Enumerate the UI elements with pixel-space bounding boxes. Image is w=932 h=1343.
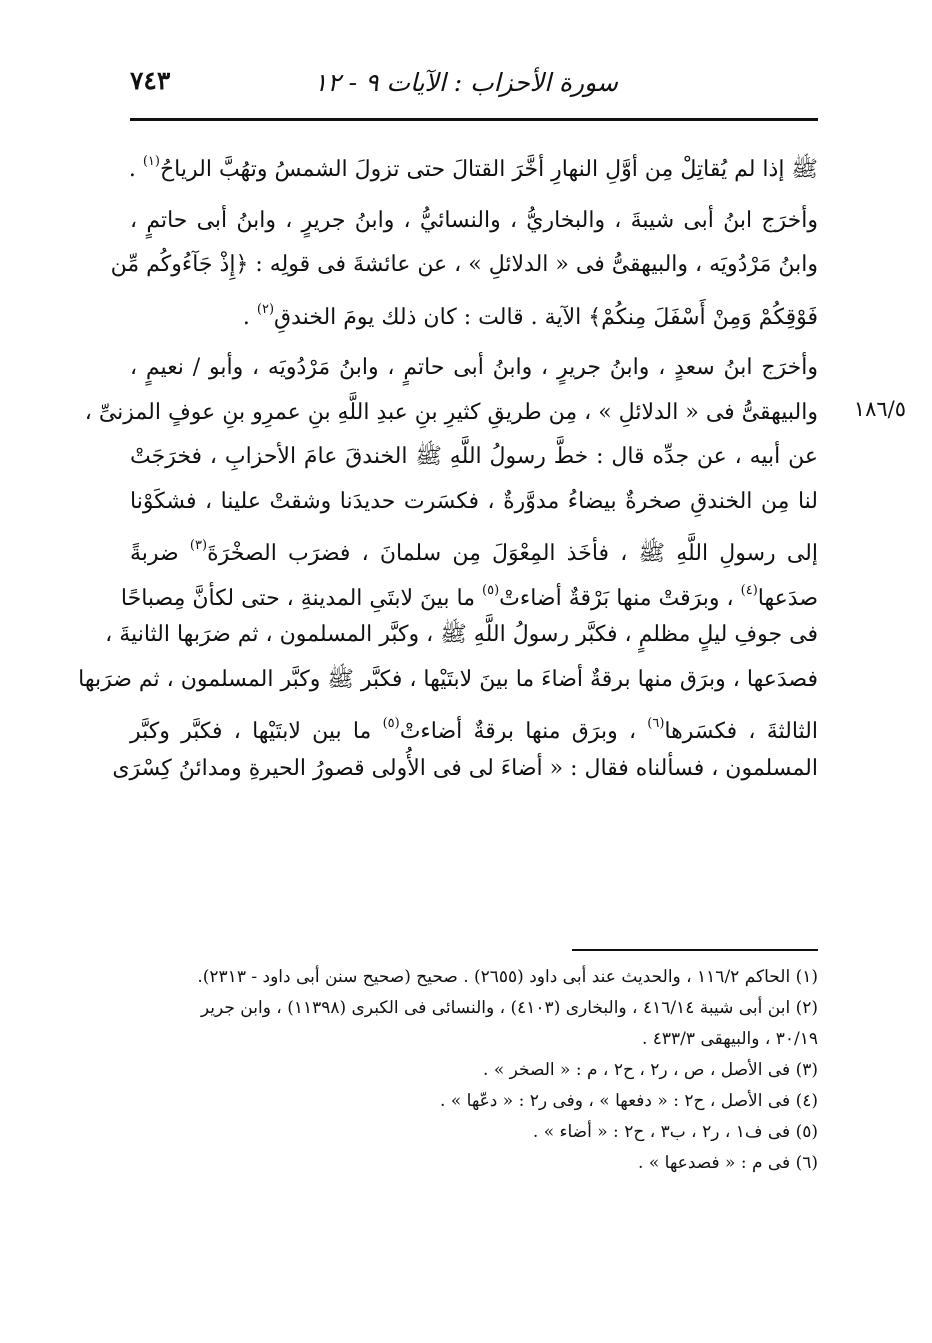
text-line: فَوْقِكُمْ وَمِنْ أَسْفَلَ مِنكُمْ﴾ الآية . قالت : كان ذلك يومَ الخندقِ$^{(٢)}$ . <box>242 301 818 330</box>
footnotes <box>130 962 818 1179</box>
text-line: عن أبيه ، عن جدِّه قال : خطَّ رسولُ اللَّهِ ﷺ الخندقَ عامَ الأحزابِ ، فخرَجَتْ <box>130 444 818 469</box>
footnote-marker: (٤) <box>740 582 758 598</box>
footnote-marker: (٦) <box>647 716 665 731</box>
text-line: فى جوفِ ليلٍ مظلمٍ ، فكبَّر رسولُ اللَّهِ ﷺ ، وكبَّر المسلمون ، ثم ضرَبها الثانيةَ ، <box>105 622 818 647</box>
text-line: إلى رسولِ اللَّهِ ﷺ ، فأخَذ المِعْوَلَ مِن سلمانَ ، فضرَب الصخْرَةَ$^{(٣)}$ ضربةً <box>130 538 818 566</box>
footnote: ٣٠/١٩ ، والبيهقى ٤٣٣/٣ . <box>641 1029 818 1049</box>
text-line: ﷺ إذا لم يُقاتِلْ مِن أوَّلِ النهارِ أخَّرَ القتالَ حتى تزولَ الشمسُ وتهُبَّ الرياحُ$^{(١)}$ . <box>128 154 818 182</box>
page-number: ٧٤٣ <box>130 66 171 95</box>
margin-reference: ١٨٦/٥ <box>853 397 906 421</box>
text-line: فصدَعها ، وبرَق منها برقةٌ أضاءَ ما بينَ لابتَيْها ، فكبَّر ﷺ وكبَّر المسلمون ، ثم ضرَبها <box>78 666 818 692</box>
footnote: (٣) فى الأصل ، ص ، ر٢ ، ح٢ ، م : « الصخر » . <box>483 1060 818 1080</box>
footnote-marker: (٥) <box>482 582 500 598</box>
footnote-marker: (٣) <box>189 538 208 553</box>
footnote: (٤) فى الأصل ، ح٢ : « دفعها » ، وفى ر٢ : « دعّها » . <box>440 1091 818 1111</box>
footnote-marker: (٥) <box>382 716 400 731</box>
text-line: الثالثةَ ، فكسَرها$^{(٦)}$ ، وبرَق منها برقةٌ أضاءتْ$^{(٥)}$ ما بين لابتَيْها ، فكبَّر وكبَّر <box>130 716 818 744</box>
text-line: لنا مِن الخندقِ صخرةٌ بيضاءُ مدوَّرةٌ ، فكسَرت حديدَنا وشقتْ علينا ، فشكَوْنا <box>130 488 818 514</box>
footnote: (٥) فى ف١ ، ر٢ ، ب٣ ، ح٢ : « أضاء » . <box>532 1122 818 1142</box>
footnote: (٢) ابن أبى شيبة ٤١٦/١٤ ، والبخارى (٤١٠٣) ، والنسائى فى الكبرى (١١٣٩٨) ، وابن جرير <box>200 998 818 1018</box>
footnote-divider <box>572 949 818 951</box>
text-line: صدَعها$^{(٤)}$ ، وبرَقتْ منها بَرْقةٌ أضاءتْ$^{(٥)}$ ما بينَ لابتَىِ المدينةِ ، حتى لكأنَّ مِصباحًا <box>120 582 818 611</box>
footnote: (١) الحاكم ١١٦/٢ ، والحديث عند أبى داود (٢٦٥٥) . صحيح (صحيح سنن أبى داود - ٢٣١٣). <box>197 967 818 987</box>
footnote: (٦) فى م : « فصدعها » . <box>638 1153 818 1173</box>
running-title: سورة الأحزاب : الآيات ٩ - ١٢ <box>313 68 618 97</box>
text-line: وأخرَج ابنُ أبى شيبةَ ، والبخاريُّ ، والنسائيُّ ، وابنُ جريرٍ ، وابنُ أبى حاتمٍ ، <box>130 207 818 233</box>
main-text <box>78 140 818 791</box>
page-header <box>130 58 818 121</box>
text-line: وأخرَج ابنُ سعدٍ ، وابنُ جريرٍ ، وابنُ أبى حاتمٍ ، وابنُ مَرْدُويَه ، وأبو / نعيمٍ ، <box>130 355 818 380</box>
footnote-marker: (٢) <box>256 301 275 317</box>
footnote-marker: (١) <box>142 154 160 169</box>
text-line: والبيهقىُّ فى « الدلائلِ » ، مِن طريقِ كثيرِ بنِ عبدِ اللَّهِ بنِ عمرِو بنِ عوفٍ المزنىِّ ، <box>84 399 818 425</box>
text-line: المسلمون ، فسألناه فقال : « أضاءَ لى فى الأُولى قصورُ الحيرةِ ومدائنُ كِسْرَى <box>112 755 818 781</box>
text-line: وابنُ مَرْدُويَه ، والبيهقىُّ فى « الدلائلِ » ، عن عائشةَ فى قولِه : ﴿إِذْ جَآءُوكُم مِّن <box>110 252 818 277</box>
